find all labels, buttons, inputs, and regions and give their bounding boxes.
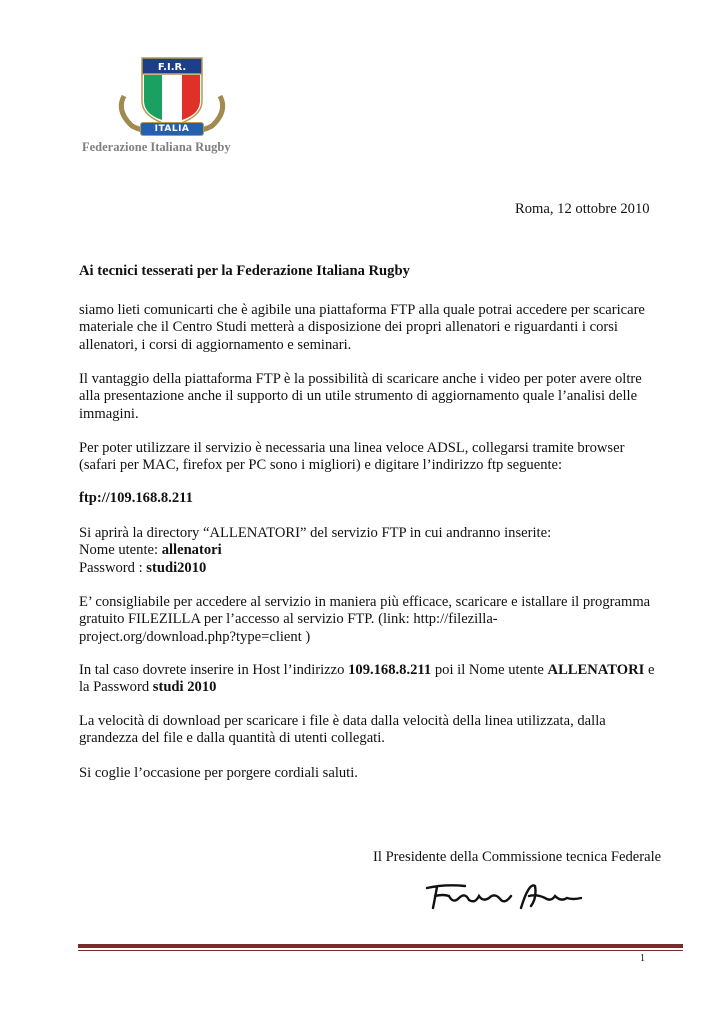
logo-ribbon: ITALIA	[140, 122, 204, 136]
letter-date: Roma, 12 ottobre 2010	[515, 201, 650, 217]
letter-heading: Ai tecnici tesserati per la Federazione Italiana Rugby	[79, 263, 410, 279]
text-line: alla presentazione anche il supporto di un utile strumento di aggiornamento quale l’analisi delle	[79, 388, 638, 405]
paragraph-advantage	[79, 371, 642, 423]
page-number: 1	[640, 953, 645, 964]
text-line: Per poter utilizzare il servizio è necessaria una linea veloce ADSL, collegarsi tramite browser	[79, 440, 625, 456]
text-line: project.org/download.php?type=client )	[79, 628, 311, 645]
text-line: (safari per MAC, firefox per PC sono i migliori) e digitare l’indirizzo ftp seguente:	[79, 457, 563, 474]
paragraph-credentials	[79, 525, 551, 577]
text-line: immagini.	[79, 405, 139, 422]
closing-greeting: Si coglie l’occasione per porgere cordiali saluti.	[79, 765, 358, 781]
text-line: siamo lieti comunicarti che è agibile una piattaforma FTP alla quale potrai accedere per scaricare	[79, 302, 645, 318]
text-line: grandezza del file e dalla quantità di utenti collegati.	[79, 730, 385, 747]
signoff: Il Presidente della Commissione tecnica Federale	[373, 849, 662, 865]
footer-rule	[78, 944, 683, 948]
fir-logo	[112, 56, 232, 138]
text-line: la Password studi 2010	[79, 679, 217, 696]
text-line: allenatori, i corsi di aggiornamento e seminari.	[79, 336, 352, 353]
username-line: Nome utente: allenatori	[79, 542, 222, 559]
text-line: In tal caso dovrete inserire in Host l’indirizzo 109.168.8.211 poi il Nome utente ALLENATORI e	[79, 662, 655, 678]
text-line: Si aprirà la directory “ALLENATORI” del servizio FTP in cui andranno inserite:	[79, 525, 552, 541]
footer-rule-thin	[78, 950, 683, 951]
paragraph-requirements	[79, 440, 624, 475]
paragraph-speed	[79, 713, 606, 748]
password-line: Password : studi2010	[79, 559, 207, 576]
svg-text:F.I.R.: F.I.R.	[157, 62, 187, 73]
text-line: materiale che il Centro Studi metterà a disposizione dei propri allenatori e riguardanti i corsi	[79, 319, 618, 336]
paragraph-filezilla	[79, 594, 650, 646]
text-line: Il vantaggio della piattaforma FTP è la possibilità di scaricare anche i video per poter avere oltre	[79, 371, 642, 387]
paragraph-host	[79, 662, 654, 697]
text-line: gratuito FILEZILLA per l’accesso al servizio FTP. (link: http://filezilla-	[79, 611, 498, 628]
signature	[425, 878, 585, 919]
org-name: Federazione Italiana Rugby	[82, 140, 231, 154]
text-line: La velocità di download per scaricare i file è data dalla velocità della linea utilizzata, dalla	[79, 713, 606, 729]
ftp-address: ftp://109.168.8.211	[79, 490, 193, 506]
paragraph-intro	[79, 302, 645, 354]
text-line: E’ consigliabile per accedere al servizio in maniera più efficace, scaricare e istallare il programma	[79, 594, 651, 610]
